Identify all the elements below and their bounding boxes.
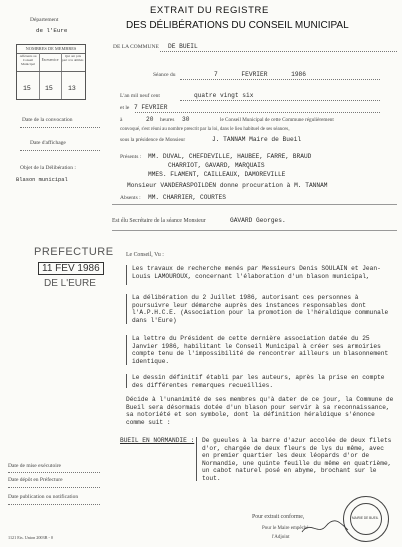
members-table-title: NOMBRES DE MEMBRES	[25, 46, 77, 51]
conseil-reuni-text: le Conseil Municipal de cette Commune régulièrement	[220, 117, 334, 123]
presents-label: Présents :	[120, 154, 142, 160]
blazon-label: BUEIL EN NORMANDIE :	[120, 437, 195, 444]
heure-a: à	[120, 117, 123, 123]
stamp-prefecture: PREFECTURE	[34, 246, 114, 258]
stamp-date: 11 FEV 1986	[38, 262, 104, 275]
val-part: 13	[68, 85, 76, 92]
paragraph-decide: Décide à l'unanimité de ses membres qu'à dater de ce jour, la Commune de Bueil sera désormais dotée d'un blason pour servir à sa reconnaissance, sa notoriété et son symbole, dont la définition héraldique s'énonce comme suit :	[126, 396, 394, 426]
presents-line-1: MM. DUVAL, CHEFDEVILLE, HAUBEE, FARRE, BRAUD	[148, 153, 312, 160]
seal-text: MAIRIE DE BUEIL	[352, 516, 379, 520]
seance-date: 7 FEVRIER 1986	[214, 71, 306, 78]
title-deliberations: DES DÉLIBÉRATIONS DU CONSEIL MUNICIPAL	[126, 20, 349, 31]
presidence-text: sous la présidence de Monsieur	[120, 137, 186, 143]
an-value: quatre vingt six	[194, 92, 254, 99]
et-le-text: et le	[120, 105, 130, 111]
maire-empeche: Pour le Maire empêché	[262, 526, 309, 531]
heure-value: 20	[146, 116, 154, 123]
paragraph-lettre: La lettre du Président de cette dernière association datée du 25 Janvier 1986, habilitant le Conseil Municipal à créer ses armoiries compte tenu de l'impossibilité de rencontrer ailleurs un blasonnement identique.	[132, 335, 389, 365]
prefecture-stamp	[28, 244, 138, 296]
col-part: Qui ont pris part à la délibér.	[62, 54, 84, 62]
publication-label: Date publication ou notification	[8, 494, 79, 500]
val-exercice: 15	[45, 85, 53, 92]
commune-label: DE LA COMMUNE	[113, 44, 159, 50]
col-afferents: Afférents au Conseil Municipal	[19, 54, 37, 66]
et-le-value: 7 FEVRIER	[134, 104, 168, 111]
departement-value: de l'Eure	[36, 27, 68, 34]
heures-text: heures	[160, 117, 175, 123]
conseil-vu: Le Conseil, Vu :	[126, 252, 164, 258]
commune-value: DE BUEIL	[168, 43, 198, 50]
extrait-conforme: Pour extrait conforme,	[252, 514, 305, 520]
secretaire-value: GAVARD Georges.	[230, 217, 286, 224]
paragraph-dessin: Le dessin définitif établi par les auteurs, après la prise en compte des différentes remarques recueillies.	[132, 374, 385, 389]
print-reference: 1121 Ets. Union 2003B - 0	[8, 535, 53, 540]
val-afferents: 15	[23, 85, 31, 92]
depot-prefecture-label: Date dépôt en Préfecture	[8, 477, 63, 483]
convocation-label: Date de la convocation	[22, 117, 73, 123]
title-registre: EXTRAIT DU REGISTRE	[150, 5, 269, 16]
affichage-label: Date d'affichage	[30, 140, 66, 146]
presents-line-3: MMES. FLAMENT, CAILLEAUX, DAMOREVILLE	[148, 171, 286, 178]
stamp-eure: DE L'EURE	[44, 278, 96, 289]
presents-line-2: CHARRIOT, GAVARD, MARQUAIS	[168, 162, 265, 169]
signature-scribble	[300, 518, 350, 538]
secretaire-text: Est élu Secrétaire de la séance Monsieur	[112, 218, 206, 224]
adjoint-label: l'Adjoint	[272, 535, 290, 540]
objet-value: Blason municipal	[16, 177, 68, 183]
col-exercice: En exercice	[41, 58, 59, 62]
convoque-text: convoqué, s'est réuni au nombre prescrit par la loi, dans le lieu habituel de ses séances,	[120, 127, 290, 132]
departement-label: Département	[30, 17, 59, 23]
objet-label: Objet de la Délibération :	[20, 165, 76, 171]
seance-label: Séance du	[153, 72, 176, 78]
mise-executoire-label: Date de mise exécutoire	[8, 463, 61, 469]
paragraph-travaux: Les travaux de recherche menés par Messieurs Denis SOULAIN et Jean-Louis LAMOUROUX, concernant l'élaboration d'un blason municipal,	[132, 265, 381, 280]
absents-label: Absents :	[120, 195, 141, 201]
paragraph-deliberation: La délibération du 2 Juillet 1986, autorisant ces personnes à poursuivre leur démarche auprès des instances responsables dont l'A.P.H.C.E. (Association pour la promotion de l'héraldique communale dans l'Eure)	[132, 294, 389, 324]
absents-value: MM. CHARRIER, COURTES	[148, 194, 226, 201]
presidence-value: J. TANNAM Maire de Bueil	[212, 136, 302, 143]
blazon-text: De gueules à la barre d'azur accolée de deux filets d'or, chargée de deux fleurs de lys du même, avec en premier quartier les deux léopards d'or de Normandie, une quinte feuille du même en quatrième, un cabot naturel posé en abyme, brochant sur le tout.	[202, 437, 392, 482]
minutes-value: 30	[182, 116, 190, 123]
members-table	[16, 44, 86, 100]
an-text: L'an mil neuf cent	[120, 93, 160, 99]
procuration-line: Monsieur VANDERASPOILDEN donne procuration à M. TANNAM	[127, 182, 328, 189]
